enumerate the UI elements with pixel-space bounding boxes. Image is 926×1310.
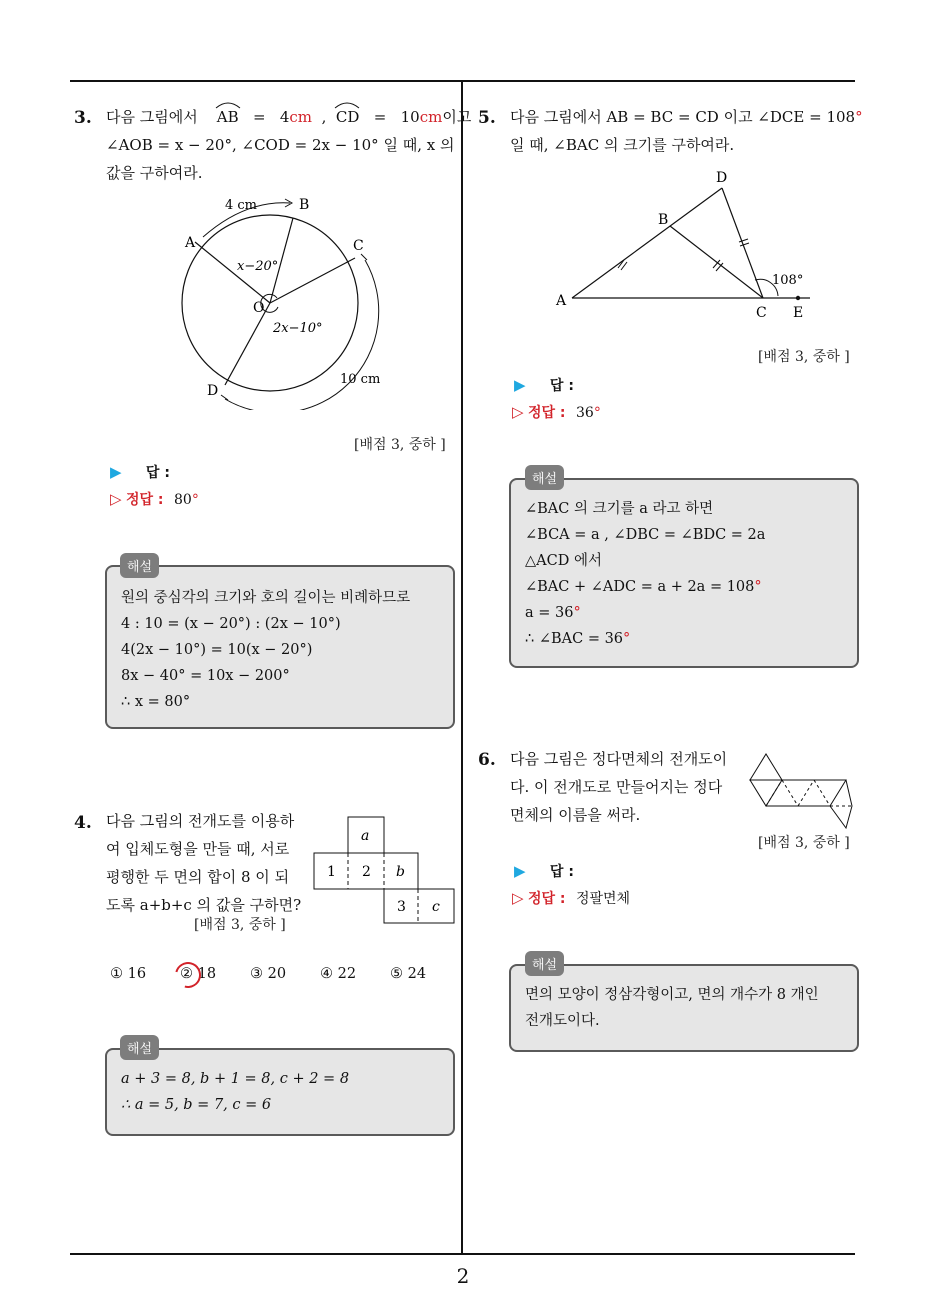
q6-correct-label: 정답 :	[528, 891, 566, 907]
q3-eq1: =	[252, 108, 266, 126]
q6-line: 다음 그림은 정다면체의 전개도이	[510, 750, 728, 768]
q3-expl-line: 원의 중심각의 크기와 호의 길이는 비례하므로	[121, 590, 411, 606]
q5-degree: °	[855, 108, 863, 126]
q4-net-figure	[312, 815, 458, 925]
q3-len-ab: 4	[279, 108, 290, 126]
q3-line1	[106, 103, 472, 131]
play-triangle-icon: ▶	[110, 463, 122, 481]
q3-len-cd: 10	[400, 108, 420, 126]
q4-line: 다음 그림의 전개도를 이용하	[106, 812, 295, 830]
q5-expl-text: a = 36	[525, 605, 574, 621]
q5-correct-value: 36	[575, 405, 594, 421]
q5-expl-line	[525, 626, 765, 652]
q3-number: 3.	[74, 108, 92, 128]
q6-text	[510, 745, 727, 829]
answer-circle-mark-icon	[170, 957, 206, 993]
q5-expl-line: △ACD 에서	[525, 553, 602, 569]
choice-2[interactable]: ② 18	[180, 966, 217, 982]
label-a: A	[556, 293, 567, 309]
line-ad	[572, 188, 722, 298]
label-a: A	[185, 235, 196, 251]
q6-explanation-box	[509, 964, 859, 1052]
label-c: C	[756, 305, 767, 321]
q3-eq2: =	[373, 108, 387, 126]
q3-comma: ,	[321, 108, 327, 126]
page-number: 2	[456, 1264, 470, 1288]
column-divider	[461, 81, 463, 1255]
q3-line1-lead: 다음 그림에서	[106, 108, 198, 126]
net-2: 2	[362, 864, 371, 880]
q5-correct-label: 정답 :	[528, 405, 566, 421]
choice-3[interactable]: ③ 20	[250, 966, 287, 982]
q5-line1-text: 다음 그림에서 AB = BC = CD 이고 ∠DCE = 108	[510, 108, 856, 126]
q5-explanation-box	[509, 478, 859, 668]
label-2x10: 2x−10°	[273, 321, 323, 336]
q3-correct-value: 80	[173, 492, 192, 508]
q5-expl-text: ∠BAC + ∠ADC = a + 2a = 108	[525, 579, 755, 595]
bottom-rule	[70, 1253, 855, 1255]
label-108: 108°	[772, 273, 804, 288]
q5-explanation-tab: 해설	[525, 465, 564, 490]
q3-arc-cd-label: CD	[335, 108, 360, 126]
q5-expl-degree: °	[573, 605, 581, 621]
q4-number: 4.	[74, 813, 92, 833]
label-b: B	[299, 197, 310, 213]
q3-circle-figure	[165, 190, 395, 410]
net-1: 1	[327, 864, 336, 880]
label-10cm: 10 cm	[340, 372, 381, 387]
q5-line2: 일 때, ∠BAC 의 크기를 구하여라.	[510, 136, 735, 154]
point-e	[796, 296, 800, 300]
net-a: a	[361, 828, 370, 844]
q6-correct-value: 정팔면체	[575, 891, 631, 907]
q3-line3: 값을 구하여라.	[106, 164, 203, 182]
arc-mark-icon	[215, 101, 241, 109]
tick-icon	[361, 254, 367, 260]
label-d: D	[716, 170, 728, 186]
q6-expl-line: 면의 모양이 정삼각형이고, 면의 개수가 8 개인	[525, 987, 819, 1003]
q3-explanation-lines	[121, 585, 410, 715]
q3-explanation-tab: 해설	[120, 553, 159, 578]
q4-line: 도록 a+b+c 의 값을 구하면?	[106, 896, 302, 914]
outline-triangle-icon: ▷	[512, 403, 524, 421]
tick-icon	[221, 395, 228, 400]
arc-mark-icon	[334, 101, 360, 109]
q3-correct-degree: °	[191, 492, 199, 508]
q6-answer-label: 답 :	[549, 864, 574, 880]
q3-expl-line: ∴ x = 80°	[121, 694, 191, 710]
q4-line: 여 입체도형을 만들 때, 서로	[106, 840, 290, 858]
q5-text	[510, 103, 863, 159]
label-x20: x−20°	[237, 259, 279, 274]
q4-explanation-box	[105, 1048, 455, 1136]
net-c: c	[432, 899, 440, 915]
q5-expl-text: ∴ ∠BAC = 36	[525, 631, 624, 647]
q5-number: 5.	[478, 108, 496, 128]
q5-line1	[510, 103, 863, 131]
q4-line: 평행한 두 면의 합이 8 이 되	[106, 868, 290, 886]
q5-expl-degree: °	[754, 579, 762, 595]
q4-score: [배점 3, 중하 ]	[194, 917, 286, 933]
q6-explanation-tab: 해설	[525, 951, 564, 976]
q5-expl-line: ∠BCA = a , ∠DBC = ∠BDC = 2a	[525, 527, 766, 543]
q4-text	[106, 807, 301, 919]
q3-text	[106, 103, 472, 187]
q3-correct-row	[110, 489, 199, 509]
q3-answer-row	[110, 462, 170, 482]
q5-triangle-figure	[550, 168, 820, 323]
q4-expl-line: a + 3 = 8, b + 1 = 8, c + 2 = 8	[121, 1071, 350, 1087]
q5-expl-degree: °	[623, 631, 631, 647]
q3-arc-ab	[217, 103, 239, 131]
q3-expl-line: 4 : 10 = (x − 20°) : (2x − 10°)	[121, 616, 341, 632]
net-b: b	[396, 864, 405, 880]
play-triangle-icon: ▶	[514, 862, 526, 880]
label-4cm: 4 cm	[225, 198, 258, 213]
q6-explanation-lines	[525, 982, 819, 1034]
q5-answer-row	[514, 375, 574, 395]
q5-expl-line	[525, 574, 765, 600]
play-triangle-icon: ▶	[514, 376, 526, 394]
q4-expl-line: ∴ a = 5, b = 7, c = 6	[121, 1097, 272, 1113]
q5-explanation-lines	[525, 496, 765, 652]
q3-answer-label: 답 :	[145, 465, 170, 481]
q6-line: 면체의 이름을 써라.	[510, 806, 641, 824]
q4-explanation-tab: 해설	[120, 1035, 159, 1060]
q6-line: 다. 이 전개도로 만들어지는 정다	[510, 778, 723, 796]
label-c: C	[353, 238, 364, 254]
q6-expl-line: 전개도이다.	[525, 1013, 600, 1029]
q3-arc-ab-label: AB	[216, 108, 239, 126]
choice-4[interactable]: ④ 22	[320, 966, 357, 982]
q3-arc-cd	[336, 103, 360, 131]
q3-correct-label: 정답 :	[126, 492, 164, 508]
q5-expl-line	[525, 600, 765, 626]
q6-correct-row	[512, 888, 630, 908]
q3-expl-line: 8x − 40° = 10x − 200°	[121, 668, 290, 684]
q3-unit-ab: cm	[289, 108, 313, 126]
outline-triangle-icon: ▷	[512, 889, 524, 907]
choice-1[interactable]: ① 16	[110, 966, 147, 982]
q3-line1-end: 이고	[442, 108, 472, 126]
q3-explanation-box	[105, 565, 455, 729]
q6-number: 6.	[478, 750, 496, 770]
q5-correct-degree: °	[593, 405, 601, 421]
outline-triangle-icon: ▷	[110, 490, 122, 508]
label-d: D	[207, 383, 219, 399]
q6-answer-row	[514, 861, 574, 881]
q3-score: [배점 3, 중하 ]	[354, 437, 446, 453]
q3-unit-cd: cm	[419, 108, 443, 126]
radius-oc	[270, 258, 355, 303]
q6-score: [배점 3, 중하 ]	[758, 835, 850, 851]
q5-correct-row	[512, 402, 601, 422]
q5-expl-line: ∠BAC 의 크기를 a 라고 하면	[525, 501, 714, 517]
choice-5[interactable]: ⑤ 24	[390, 966, 427, 982]
label-b: B	[658, 212, 669, 228]
q3-line2: ∠AOB = x − 20°, ∠COD = 2x − 10° 일 때, x 의	[106, 136, 455, 154]
q5-answer-label: 답 :	[549, 378, 574, 394]
label-e: E	[793, 305, 804, 321]
net-3: 3	[397, 899, 406, 915]
q5-score: [배점 3, 중하 ]	[758, 349, 850, 365]
q4-explanation-lines	[121, 1066, 349, 1118]
q3-expl-line: 4(2x − 10°) = 10(x − 20°)	[121, 642, 313, 658]
label-o: O	[253, 300, 265, 316]
q6-octahedron-net	[748, 752, 856, 830]
